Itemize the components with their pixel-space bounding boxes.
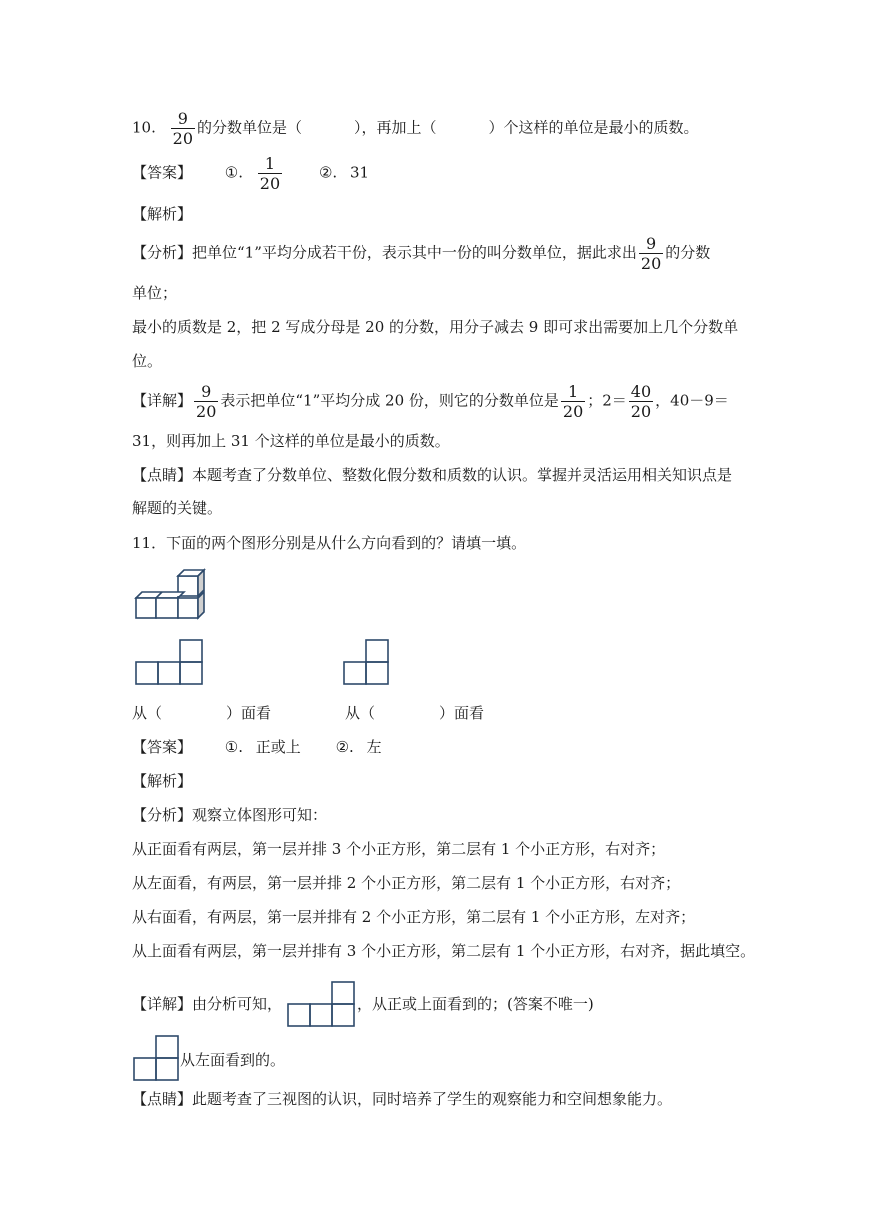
fraction-numerator: 1 — [561, 382, 585, 402]
answer-value: 正或上 — [255, 738, 301, 756]
answer-marker: ②. — [335, 738, 354, 756]
fraction-numerator: 40 — [630, 382, 652, 401]
fraction-numerator: 9 — [639, 234, 663, 254]
analysis-text: 位。 — [132, 352, 163, 370]
detail-text: 从左面看到的。 — [180, 1051, 286, 1069]
answer-11 — [132, 737, 382, 757]
detail-front-view-figure — [286, 980, 356, 1028]
comment-text: 【点睛】本题考查了分数单位、整数化假分数和质数的认识。掌握并灵活运用相关知识点是 — [132, 466, 733, 484]
fraction-denominator: 20 — [630, 402, 652, 421]
fraction-denominator: 20 — [562, 402, 584, 421]
analysis-text: 的分数 — [665, 243, 711, 262]
detail-left-view-figure — [132, 1034, 180, 1082]
analysis-text: 【分析】观察立体图形可知： — [132, 806, 328, 824]
answer-label: 【答案】 — [132, 163, 193, 182]
detail-10 — [132, 382, 729, 421]
blank-text: ）面看 — [226, 704, 272, 722]
fraction-denominator: 20 — [640, 254, 662, 273]
analysis-text: 从右面看，有两层，第一层并排有 2 个小正方形，第二层有 1 个小正方形，左对齐； — [132, 908, 696, 926]
analysis-text: 从左面看，有两层，第一层并排 2 个小正方形，第二层有 1 个小正方形，右对齐； — [132, 874, 681, 892]
comment-text: 解题的关键。 — [132, 499, 223, 517]
fraction-denominator: 20 — [259, 174, 281, 193]
analysis-text: 单位； — [132, 284, 178, 302]
fraction-denominator: 20 — [172, 129, 193, 148]
analysis-text: 最小的质数是 2，把 2 写成分母是 20 的分数，用分子减去 9 即可求出需要加上几个分数单 — [132, 318, 739, 336]
fraction — [639, 234, 663, 273]
answer-marker: ①. — [224, 163, 244, 182]
detail-11-line1 — [132, 994, 282, 1014]
blank-fill-2 — [345, 703, 484, 723]
analysis-text: 从上面看有两层，第一层并排有 3 个小正方形，第二层有 1 个小正方形，右对齐，据此填空。 — [132, 942, 756, 960]
blank-text: 从（ — [345, 704, 376, 722]
cube-stack-figure — [134, 568, 216, 622]
detail-text: ；2＝ — [587, 391, 627, 410]
blank-text: 从（ — [132, 704, 163, 722]
analysis-heading: 【解析】 — [132, 205, 193, 223]
fraction — [171, 109, 195, 148]
detail-label: 【详解】 — [132, 391, 193, 410]
answer-label: 【答案】 — [132, 738, 193, 756]
detail-text: ，40－9＝ — [655, 391, 729, 410]
analysis-10 — [132, 234, 710, 273]
fraction — [629, 382, 653, 421]
fraction-numerator: 1 — [258, 154, 282, 174]
answer-marker: ②. — [318, 163, 338, 182]
fraction — [561, 382, 585, 421]
fraction-denominator: 20 — [196, 402, 217, 421]
blank-fill-1 — [132, 703, 271, 723]
front-view-figure — [134, 638, 204, 686]
question-text: ）个这样的单位是最小的质数。 — [488, 118, 699, 137]
question-10 — [132, 109, 699, 148]
detail-text: 【详解】由分析可知， — [132, 995, 283, 1013]
fraction-numerator: 9 — [171, 109, 195, 129]
question-text: 的分数单位是（ — [197, 118, 303, 137]
fraction — [258, 154, 282, 193]
question-text: ），再加上（ — [354, 118, 437, 137]
analysis-text: 【分析】把单位“1”平均分成若干份，表示其中一份的叫分数单位，据此求出 — [132, 243, 637, 262]
detail-text: 表示把单位“1”平均分成 20 份，则它的分数单位是 — [220, 391, 559, 410]
left-view-figure — [342, 638, 390, 686]
answer-value: 左 — [366, 738, 382, 756]
detail-text: ，从正或上面看到的；(答案不唯一) — [357, 995, 594, 1013]
analysis-text: 从正面看有两层，第一层并排 3 个小正方形，第二层有 1 个小正方形，右对齐； — [132, 840, 666, 858]
question-11: 11．下面的两个图形分别是从什么方向看到的？请填一填。 — [132, 534, 527, 552]
detail-text: 31，则再加上 31 个这样的单位是最小的质数。 — [132, 432, 450, 450]
answer-value: 31 — [349, 163, 370, 182]
fraction — [194, 382, 218, 421]
analysis-heading: 【解析】 — [132, 772, 193, 790]
blank-text: ）面看 — [439, 704, 485, 722]
question-number: 10. — [132, 118, 156, 137]
comment-text: 【点睛】此题考查了三视图的认识，同时培养了学生的观察能力和空间想象能力。 — [132, 1090, 673, 1108]
answer-marker: ①. — [224, 738, 244, 756]
fraction-numerator: 9 — [194, 382, 218, 402]
answer-10 — [132, 154, 369, 193]
